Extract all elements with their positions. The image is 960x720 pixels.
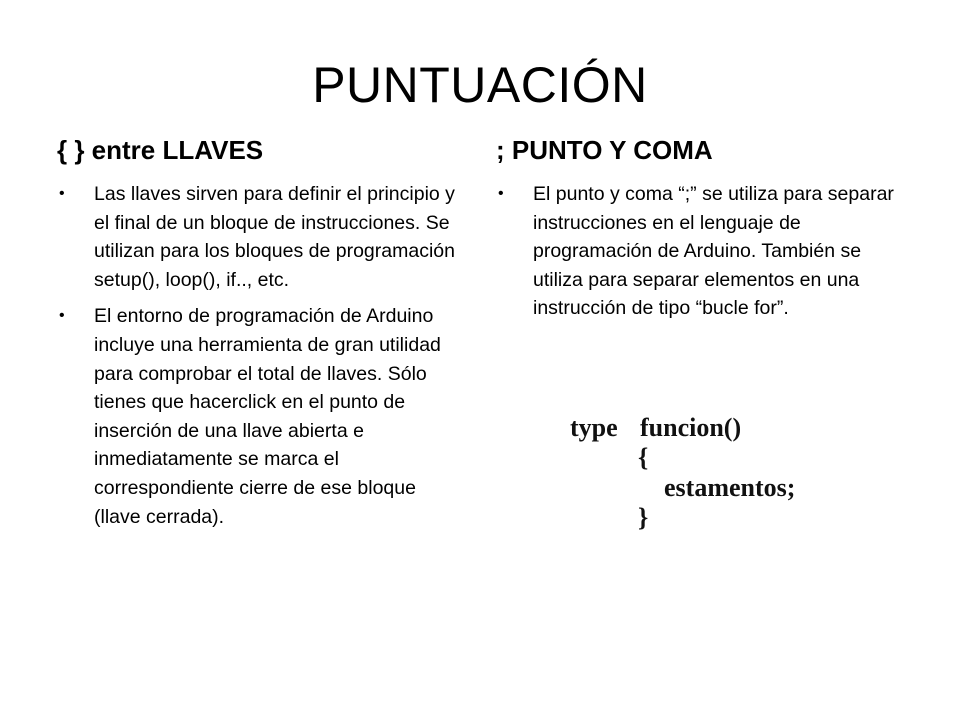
bullet-icon: •: [498, 185, 504, 202]
slide-title: PUNTUACIÓN: [312, 57, 648, 113]
list-item: [496, 180, 906, 323]
left-column: [57, 130, 457, 539]
bullet-text: El entorno de programación de Arduino incluye una herramienta de gran utilidad para comprobar el total de llaves. Sólo tienes que hacerclick en el punto de inserción de una llave abierta e inmediatamente se marca el correspondiente cierre de ese bloque (llave cerrada).: [94, 305, 441, 528]
bullet-icon: •: [59, 307, 65, 325]
bullet-text: El punto y coma “;” se utiliza para separar instrucciones en el lenguaje de programación de Arduino. También se utiliza para separar elementos en una instrucción de tipo “bucle for”.: [533, 183, 894, 320]
code-line-signature: [570, 413, 795, 443]
code-type-keyword: type: [570, 413, 618, 442]
bullet-icon: •: [59, 185, 65, 202]
code-body: estamentos;: [664, 473, 796, 502]
right-bullet-list: [496, 180, 906, 323]
right-column-heading: ; PUNTO Y COMA: [496, 135, 713, 165]
code-function-name: funcion(): [640, 413, 742, 442]
list-item: [57, 302, 457, 531]
code-open-brace: {: [638, 443, 649, 472]
code-figure: [570, 413, 795, 533]
list-item: [57, 180, 457, 294]
left-column-heading: { } entre LLAVES: [57, 135, 264, 165]
left-bullet-list: [57, 180, 457, 531]
right-column: [496, 130, 906, 331]
code-close-brace: }: [638, 503, 649, 532]
bullet-text: Las llaves sirven para definir el principio y el final de un bloque de instrucciones. Se utilizan para los bloques de programación setup(), loop(), if.., etc.: [94, 183, 455, 291]
